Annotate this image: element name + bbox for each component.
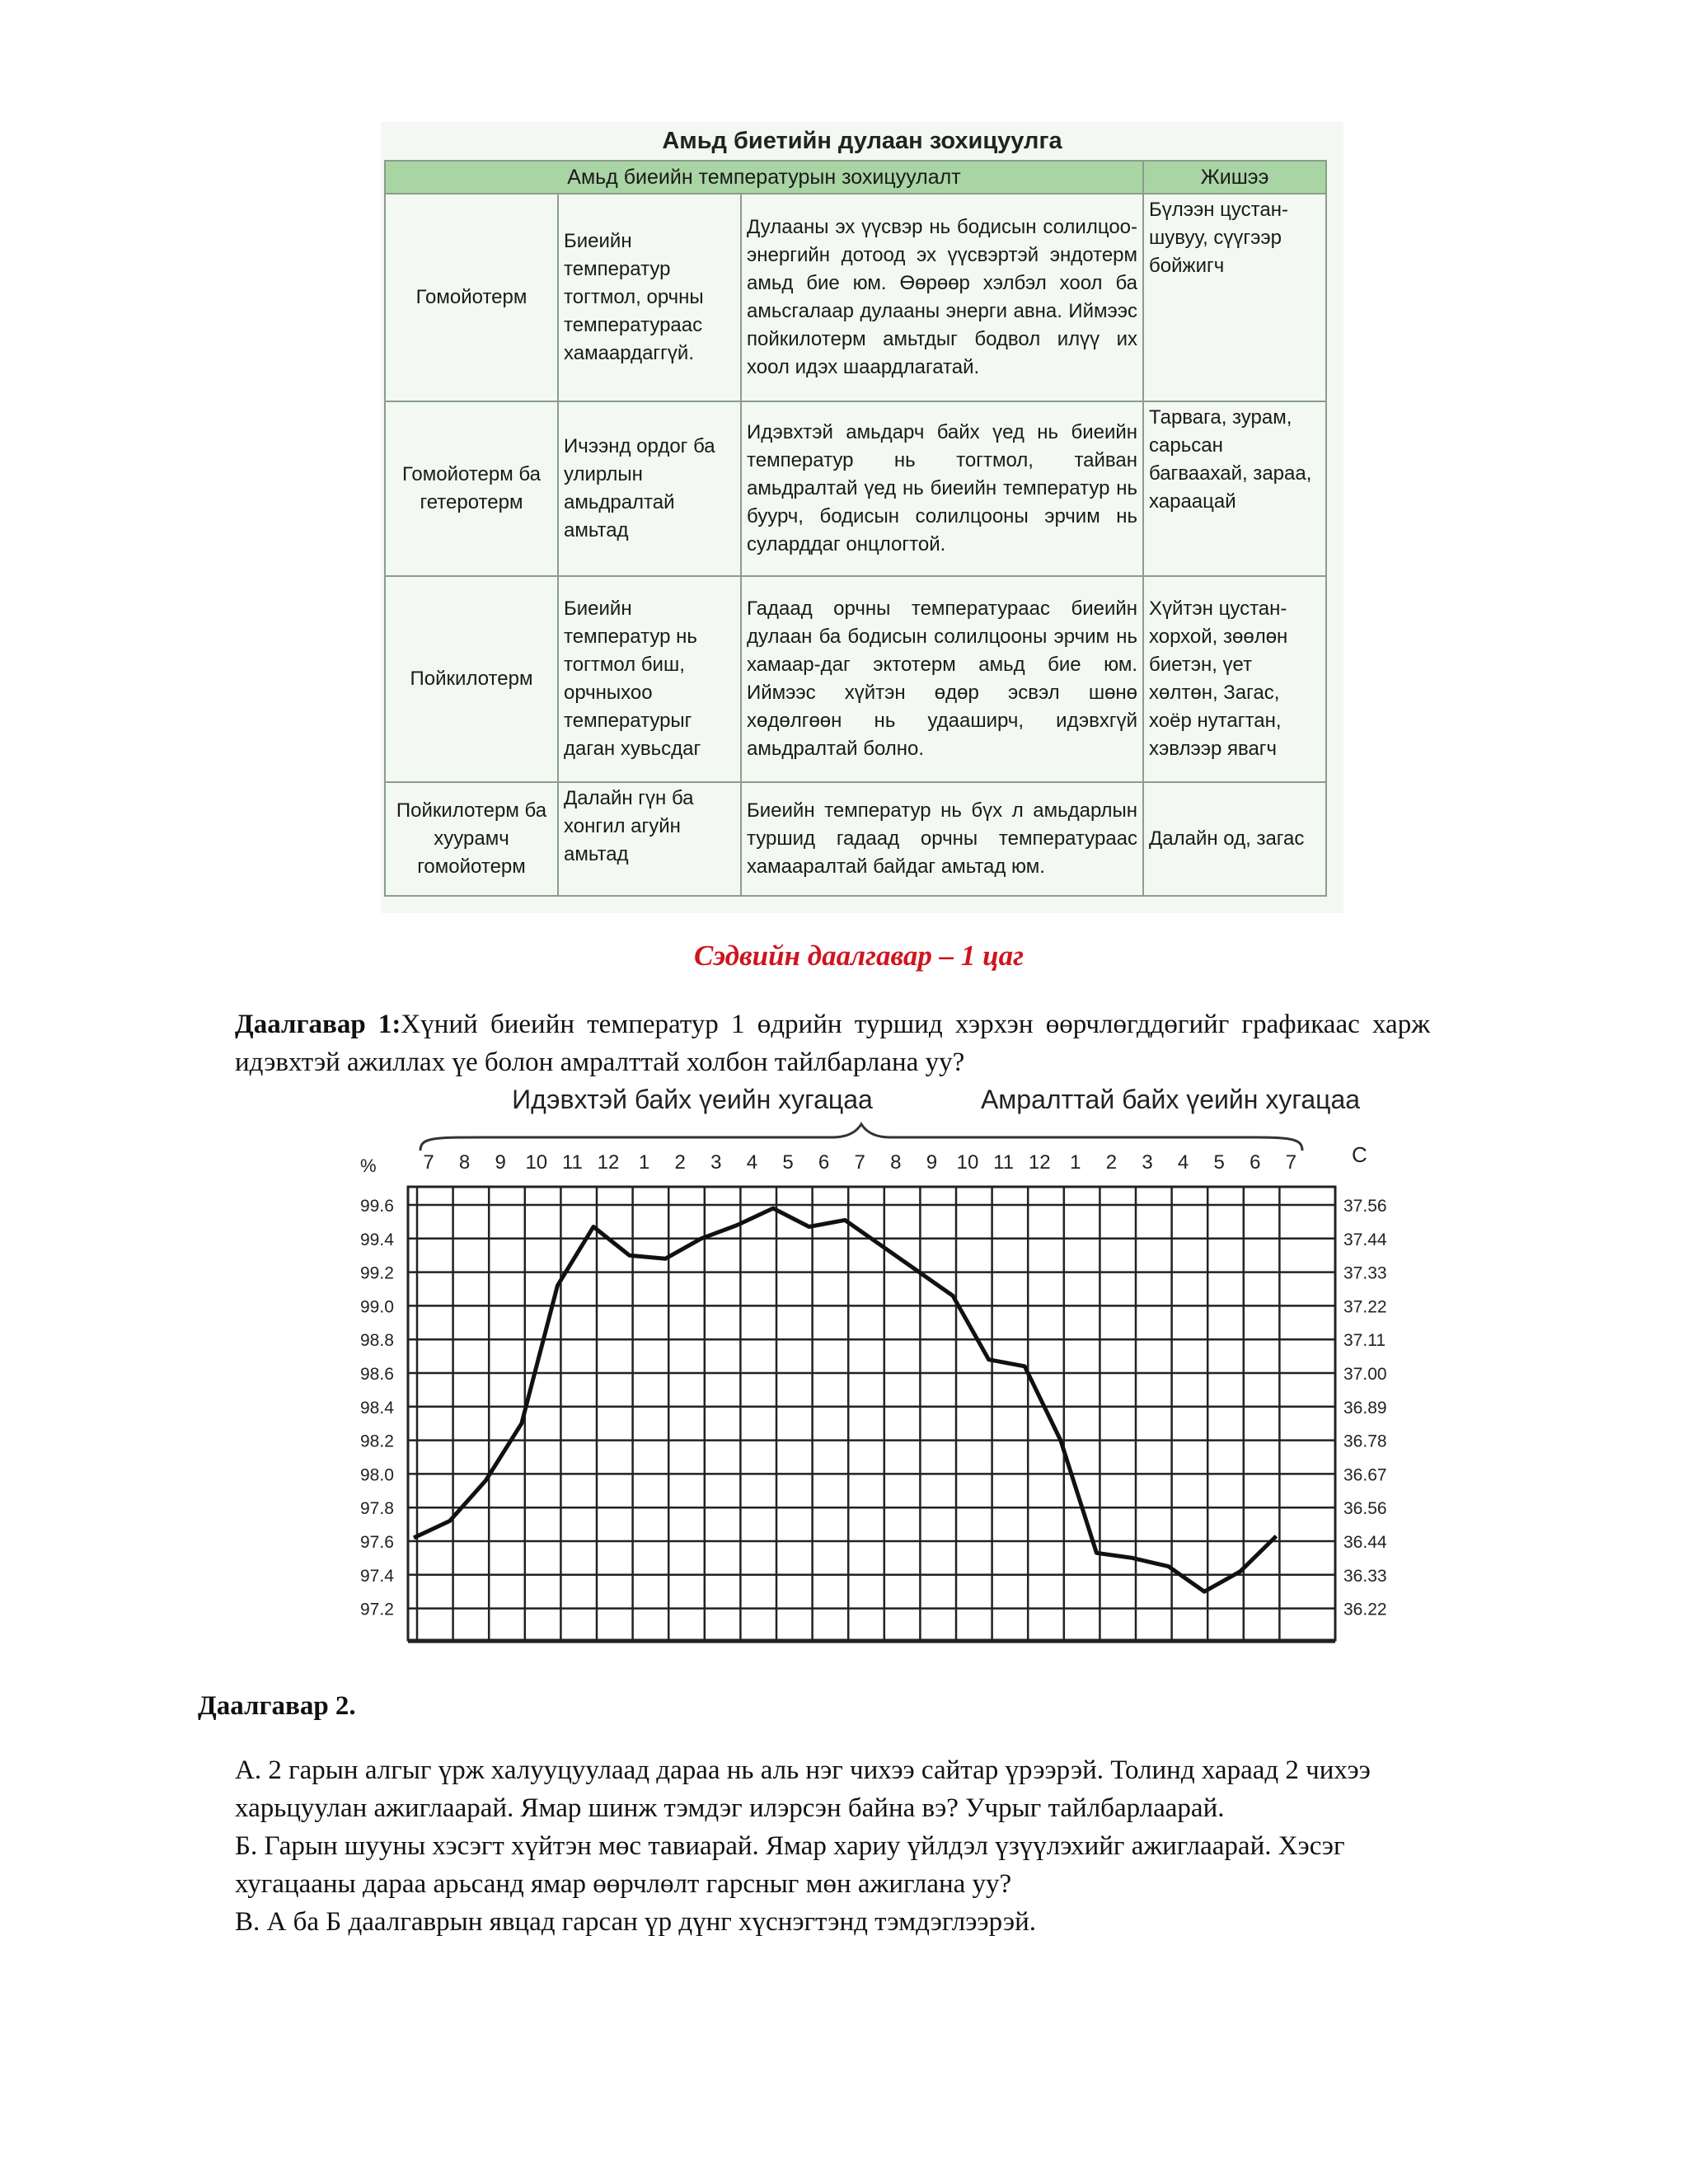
plot-frame <box>408 1187 1335 1640</box>
x-tick-label: 10 <box>956 1151 979 1174</box>
cell-type: Пойкилотерм <box>385 576 558 782</box>
x-tick-label: 5 <box>1213 1151 1225 1174</box>
brace-active <box>420 1124 1302 1151</box>
temperature-line <box>414 1208 1276 1591</box>
x-tick-label: 12 <box>1028 1151 1051 1174</box>
table-row <box>385 782 1326 896</box>
x-tick-label: 4 <box>746 1151 758 1174</box>
thermoregulation-table-figure <box>381 122 1343 913</box>
task2-body <box>235 1751 1430 1941</box>
x-tick-label: 7 <box>423 1151 434 1174</box>
x-tick-label: 3 <box>1142 1151 1153 1174</box>
right-tick-label: 36.67 <box>1343 1465 1387 1485</box>
cell-description: Дулааны эх үүсвэр нь бодисын солилцоо-энергийн дотоод эх үүсвэртэй эндотерм амьд бие юм. Өөрөөр хэлбэл хоол ба амьсгалаар дулааны энерги авна. Иймээс пойкилотерм амьтдыг бодвол илүү их хоол идэх шаардлагатай. <box>741 194 1143 401</box>
x-tick-label: 2 <box>674 1151 686 1174</box>
x-tick-label: 7 <box>854 1151 865 1174</box>
left-axis-unit: % <box>360 1155 377 1176</box>
cell-temperature: Биеийн температур тогтмол, орчны температураас хамаардаггүй. <box>558 194 741 401</box>
cell-description: Биеийн температур нь бүх л амьдарлын туршид гадаад орчны температураас хамааралтай байдаг амьтад юм. <box>741 782 1143 896</box>
cell-temperature: Биеийн температур нь тогтмол биш, орчныхоо температурыг даган хувьсдаг <box>558 576 741 782</box>
x-tick-label: 8 <box>458 1151 471 1174</box>
cell-type: Гомойотерм <box>385 194 558 401</box>
right-axis-unit: C <box>1352 1142 1367 1167</box>
x-tick-label: 1 <box>1070 1151 1081 1174</box>
cell-type: Гомойотерм ба гетеротерм <box>385 401 558 576</box>
header-example: Жишээ <box>1143 161 1326 194</box>
right-tick-label: 37.56 <box>1343 1197 1387 1216</box>
left-axis-ticks <box>360 1197 394 1619</box>
x-axis-labels <box>423 1151 1296 1174</box>
x-tick-label: 5 <box>782 1151 794 1174</box>
x-tick-label: 9 <box>926 1151 938 1174</box>
right-tick-label: 37.11 <box>1343 1331 1386 1351</box>
x-tick-label: 1 <box>638 1151 650 1174</box>
right-tick-label: 36.78 <box>1343 1432 1387 1451</box>
left-tick-label: 98.0 <box>360 1465 394 1485</box>
cell-description: Идэвхтэй амьдарч байх үед нь биеийн температур нь тогтмол, тайван амьдралтай үед нь биеийн температур нь буурч, бодисын солилцооны эрчим нь суларддаг онцлогтой. <box>741 401 1143 576</box>
x-tick-label: 3 <box>710 1151 722 1174</box>
right-tick-label: 37.33 <box>1343 1263 1387 1283</box>
left-tick-label: 98.4 <box>360 1398 394 1418</box>
task1-text: Хүний биеийн температур 1 өдрийн туршид хэрхэн өөрчлөгддөгийг графикаас харж идэвхтэй ажиллах үе болон амралттай холбон тайлбарлана уу? <box>235 1010 1430 1077</box>
cell-type: Пойкилотерм ба хуурамч гомойотерм <box>385 782 558 896</box>
task2-item-b: Б. Гарын шууны хэсэгт хүйтэн мөс тавиарай. Ямар хариу үйлдэл үзүүлэхийг ажиглаарай. Хэсэг хугацааны дараа арьсанд ямар өөрчлөлт гарсныг мөн ажиглана уу? <box>235 1831 1345 1899</box>
period-label-active: Идэвхтэй байх үеийн хугацаа <box>512 1085 873 1114</box>
task2-title: Даалгавар 2. <box>198 1691 356 1721</box>
left-tick-label: 97.2 <box>360 1600 394 1619</box>
task2-item-c: В. А ба Б даалгаврын явцад гарсан үр дүнг хүснэгтэнд тэмдэглээрэй. <box>235 1907 1036 1937</box>
right-tick-label: 36.44 <box>1343 1533 1387 1552</box>
table-row <box>385 194 1326 401</box>
table-header-row <box>385 161 1326 194</box>
header-regulation: Амьд биеийн температурын зохицуулалт <box>385 161 1143 194</box>
right-tick-label: 37.00 <box>1343 1365 1387 1384</box>
cell-temperature: Далайн гүн ба хонгил агуйн амьтад <box>558 782 741 896</box>
left-tick-label: 99.6 <box>360 1197 394 1216</box>
table-title: Амьд биетийн дулаан зохицуулга <box>662 128 1062 154</box>
table-row <box>385 401 1326 576</box>
right-axis-ticks <box>1343 1197 1387 1619</box>
x-tick-label: 9 <box>495 1151 506 1174</box>
left-tick-label: 99.4 <box>360 1230 394 1249</box>
table-row <box>385 576 1326 782</box>
left-tick-label: 99.0 <box>360 1297 394 1317</box>
task1-paragraph <box>235 1005 1430 1081</box>
x-tick-label: 4 <box>1177 1151 1189 1174</box>
right-tick-label: 36.22 <box>1343 1600 1387 1619</box>
thermoregulation-table <box>384 160 1327 897</box>
left-tick-label: 98.6 <box>360 1365 394 1384</box>
x-tick-label: 2 <box>1105 1151 1118 1174</box>
x-tick-label: 12 <box>597 1151 620 1174</box>
right-tick-label: 36.56 <box>1343 1499 1387 1519</box>
x-tick-label: 8 <box>890 1151 902 1174</box>
left-tick-label: 98.8 <box>360 1331 394 1351</box>
x-tick-label: 11 <box>993 1151 1015 1174</box>
task2-item-a: А. 2 гарын алгыг үрж халууцуулаад дараа нь аль нэг чихээ сайтар үрээрэй. Толинд хараад 2 чихээ харьцуулан ажиглаарай. Ямар шинж тэмдэг илэрсэн байна вэ? Учрыг тайлбарлаарай. <box>235 1755 1371 1823</box>
cell-temperature: Ичээнд ордог ба улирлын амьдралтай амьтад <box>558 401 741 576</box>
left-tick-label: 97.6 <box>360 1533 394 1552</box>
cell-example: Далайн од, загас <box>1143 782 1326 896</box>
left-tick-label: 97.8 <box>360 1499 394 1519</box>
cell-example: Бүлээн цустан-шувуу, сүүгээр бойжигч <box>1143 194 1326 401</box>
left-tick-label: 99.2 <box>360 1263 394 1283</box>
task1-label: Даалгавар 1: <box>235 1010 401 1039</box>
cell-description: Гадаад орчны температураас биеийн дулаан ба бодисын солилцооны эрчим нь хамаар-даг эктотерм амьд бие юм. Иймээс хүйтэн өдөр эсвэл шөнө хөдөлгөөн нь удааширч, идэвхгүй амьдралтай болно. <box>741 576 1143 782</box>
x-tick-label: 6 <box>818 1151 830 1174</box>
left-tick-label: 97.4 <box>360 1566 394 1586</box>
cell-example: Хүйтэн цустан-хорхой, зөөлөн биетэн, үет хөлтөн, Загас, хоёр нутагтан, хэвлээр явагч <box>1143 576 1326 782</box>
x-tick-label: 11 <box>561 1151 583 1174</box>
chart-grid <box>408 1187 1335 1642</box>
x-tick-label: 10 <box>525 1151 548 1174</box>
x-tick-label: 7 <box>1285 1151 1297 1174</box>
left-tick-label: 98.2 <box>360 1432 394 1451</box>
right-tick-label: 37.22 <box>1343 1297 1387 1317</box>
cell-example: Тарвага, зурам, сарьсан багваахай, зараа, хараацай <box>1143 401 1326 576</box>
x-tick-label: 6 <box>1250 1151 1261 1174</box>
section-heading: Сэдвийн даалгавар – 1 цаг <box>693 940 1025 972</box>
right-tick-label: 37.44 <box>1343 1230 1387 1249</box>
right-tick-label: 36.89 <box>1343 1398 1387 1418</box>
period-label-rest: Амралттай байх үеийн хугацаа <box>980 1085 1361 1114</box>
right-tick-label: 36.33 <box>1343 1566 1387 1586</box>
